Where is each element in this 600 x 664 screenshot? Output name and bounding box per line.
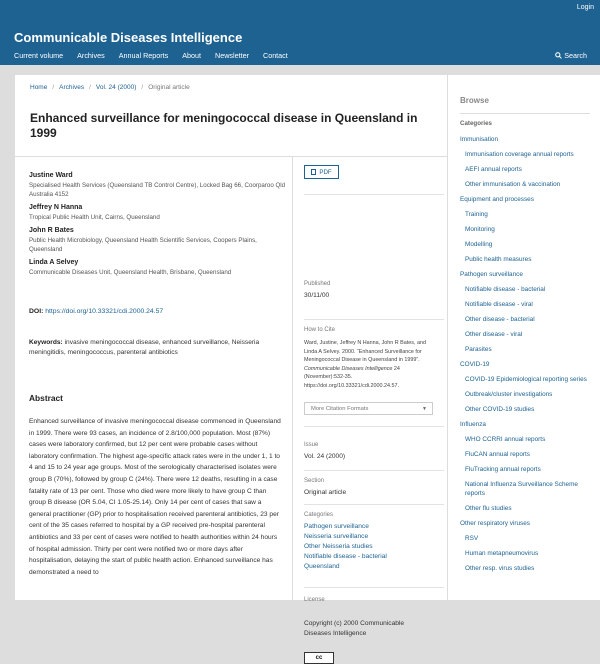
search-button[interactable]: [555, 51, 587, 60]
sidebar-item[interactable]: Influenza: [460, 421, 486, 428]
published-date: 30/11/00: [304, 292, 330, 299]
citation-text: [304, 339, 436, 391]
sidebar-item[interactable]: COVID-19: [460, 361, 490, 368]
sidebar-item[interactable]: Public health measures: [465, 256, 532, 263]
search-label: Search: [564, 51, 587, 60]
doi-label: DOI:: [29, 308, 44, 315]
doi-link[interactable]: https://doi.org/10.33321/cdi.2000.24.57: [45, 308, 164, 315]
license-text: Copyright (c) 2000 Communicable Diseases Intelligence: [304, 620, 405, 637]
author-item: [29, 258, 287, 277]
citation-formats-label: More Citation Formats: [311, 405, 369, 412]
sidebar-item[interactable]: Immunisation coverage annual reports: [465, 151, 574, 158]
author-item: [29, 171, 287, 199]
author-name: John R Bates: [29, 227, 74, 234]
category-link[interactable]: Pathogen surveillance: [304, 523, 369, 530]
sidebar-item[interactable]: Notifiable disease - bacterial: [465, 286, 546, 293]
divider: [304, 587, 444, 588]
pdf-button[interactable]: [304, 165, 339, 179]
column-divider: [292, 156, 293, 600]
divider: [460, 113, 590, 114]
article-title: Enhanced surveillance for meningococcal disease in Queensland in 1999: [30, 111, 418, 140]
category-list: [304, 522, 387, 572]
search-icon: [555, 52, 562, 59]
nav-archives[interactable]: Archives: [77, 51, 105, 60]
article-panel: [15, 75, 447, 661]
sidebar-item[interactable]: National Influenza Surveillance Scheme reports: [465, 481, 578, 497]
published-label: Published: [304, 281, 331, 287]
sidebar-item[interactable]: Other immunisation & vaccination: [465, 181, 561, 188]
sidebar-item[interactable]: Other disease - bacterial: [465, 316, 535, 323]
sidebar-item[interactable]: Other resp. virus studies: [465, 565, 535, 572]
site-title[interactable]: Communicable Diseases Intelligence: [14, 30, 243, 45]
license-label: License: [304, 597, 325, 603]
author-name: Justine Ward: [29, 172, 73, 179]
nav-about[interactable]: About: [182, 51, 202, 60]
breadcrumb-current: Original article: [148, 84, 190, 91]
categories-heading: Categories: [460, 120, 492, 127]
sidebar-item[interactable]: Modelling: [465, 241, 493, 248]
category-link[interactable]: Notifiable disease - bacterial: [304, 553, 387, 560]
citation-tail: 24 (November):532-35. https://doi.org/10.33321/cdi.2000.24.57.: [304, 365, 400, 389]
sidebar-item[interactable]: Other respiratory viruses: [460, 520, 530, 527]
browse-heading: Browse: [460, 96, 489, 105]
login-link[interactable]: Login: [576, 4, 594, 11]
citation-main: Ward, Justine, Jeffrey N Hanna, John R Bates, and Linda A Selvey. 2000. “Enhanced Surveillance for Meningococcal Disease in Queensland in 1999”.: [304, 340, 426, 364]
how-to-cite-label: How to Cite: [304, 327, 336, 333]
breadcrumb-archives[interactable]: Archives: [59, 84, 85, 91]
sidebar-item[interactable]: FluCAN annual reports: [465, 451, 531, 458]
author-affiliation: Communicable Diseases Unit, Queensland Health, Brisbane, Queensland: [29, 269, 232, 276]
chevron-down-icon: ▼: [422, 406, 427, 412]
sidebar-category-list: [460, 135, 590, 579]
nav-annual-reports[interactable]: Annual Reports: [118, 51, 169, 60]
author-item: [29, 203, 287, 222]
sidebar-item[interactable]: AEFI annual reports: [465, 166, 522, 173]
author-affiliation: Tropical Public Health Unit, Cairns, Queensland: [29, 214, 160, 221]
issue-label: Issue: [304, 442, 319, 448]
sidebar-item[interactable]: FluTracking annual reports: [465, 466, 541, 473]
sidebar-item[interactable]: Immunisation: [460, 136, 499, 143]
nav-newsletter[interactable]: Newsletter: [215, 51, 249, 60]
author-item: [29, 226, 287, 254]
pdf-label: PDF: [319, 168, 332, 176]
sidebar-item[interactable]: Parasites: [465, 346, 492, 353]
nav-contact[interactable]: Contact: [263, 51, 288, 60]
breadcrumb-issue[interactable]: Vol. 24 (2000): [95, 84, 137, 91]
sidebar: [447, 75, 600, 600]
sidebar-item[interactable]: Equipment and processes: [460, 196, 534, 203]
sidebar-item[interactable]: Monitoring: [465, 226, 495, 233]
keywords: [29, 338, 284, 358]
breadcrumb-home[interactable]: Home: [30, 84, 48, 91]
section-value: Original article: [304, 489, 347, 496]
creative-commons-badge[interactable]: cc: [304, 652, 334, 664]
divider: [304, 426, 444, 427]
sidebar-item[interactable]: RSV: [465, 535, 479, 542]
citation-formats-dropdown[interactable]: [304, 402, 433, 415]
divider: [304, 319, 444, 320]
sidebar-item[interactable]: Other COVID-19 studies: [465, 406, 535, 413]
divider: [304, 504, 444, 505]
categories-label: Categories: [304, 512, 334, 518]
sidebar-item[interactable]: Outbreak/cluster investigations: [465, 391, 553, 398]
citation-journal: Communicable Diseases Intelligence: [304, 365, 393, 372]
sidebar-item[interactable]: COVID-19 Epidemiological reporting series: [465, 376, 587, 383]
issue-link[interactable]: Vol. 24 (2000): [304, 453, 346, 460]
sidebar-item[interactable]: Human metapneumovirus: [465, 550, 539, 557]
sidebar-item[interactable]: Notifiable disease - viral: [465, 301, 533, 308]
author-name: Jeffrey N Hanna: [29, 204, 83, 211]
author-list: [29, 171, 287, 281]
author-affiliation: Public Health Microbiology, Queensland Health Scientific Services, Coopers Plains, Queensland: [29, 237, 257, 253]
abstract-text: Enhanced surveillance of invasive meningococcal disease commenced in Queensland in 1999. There were 93 cases, an incidence of 2.8/100,000 population. Most (87%) cases were laboratory confirmed, but 12 per cent were probable cases without laboratory confirmation. The highest age-specific attack rates were in the under 1, 1 to 4 and 15 to 24 year age groups. Most of the serologically characterised isolates were group B (70%), followed by group C (24%). There were 12 deaths, resulting in a case fatality rate of 13 per cent. Those who died were more likely to have group C than group B disease (OR 5.04, CI 1.05-25.14). Only 14 per cent of cases that saw a general practitioner (GP) prior to hospitalisation received parenteral antibiotics, 23 per cent of the 35 cases referred to hospital by a GP received pre-hospital parenteral antibiotics and 33 per cent of cases were notified to health authorities within 24 hours of hospital admission. Thirty per cent were notified two or more days after hospitalisation, delaying the start of public health action. Enhanced surveillance has demonstrated a need to: [29, 418, 281, 576]
breadcrumb: Home / Archives / Vol. 24 (2000) / Original article: [30, 84, 190, 91]
divider: [304, 470, 444, 471]
doi-line: [29, 308, 163, 315]
author-affiliation: Specialised Health Services (Queensland TB Control Centre), Locked Bag 66, Coorparoo Qld Australia 4152: [29, 182, 286, 198]
sidebar-item[interactable]: WHO CCRRI annual reports: [465, 436, 546, 443]
divider: [15, 156, 447, 157]
sidebar-item[interactable]: Training: [465, 211, 488, 218]
category-link[interactable]: Queensland: [304, 563, 340, 570]
abstract-heading: Abstract: [29, 393, 63, 403]
category-link[interactable]: Other Neisseria studies: [304, 543, 373, 550]
section-label: Section: [304, 478, 325, 484]
site-header: [0, 0, 600, 65]
sidebar-item[interactable]: Pathogen surveillance: [460, 271, 523, 278]
file-icon: [311, 169, 316, 175]
sidebar-item[interactable]: Other flu studies: [465, 505, 512, 512]
author-name: Linda A Selvey: [29, 259, 79, 266]
keywords-text: invasive meningococcal disease, enhanced surveillance, Neisseria meningitidis, meningococcus, parenteral antibiotics: [29, 339, 260, 356]
sidebar-item[interactable]: Other disease - viral: [465, 331, 523, 338]
nav-current-volume[interactable]: Current volume: [14, 51, 64, 60]
category-link[interactable]: Neisseria surveillance: [304, 533, 369, 540]
divider: [304, 194, 444, 195]
main-nav: [14, 51, 302, 60]
keywords-label: Keywords:: [29, 339, 63, 346]
